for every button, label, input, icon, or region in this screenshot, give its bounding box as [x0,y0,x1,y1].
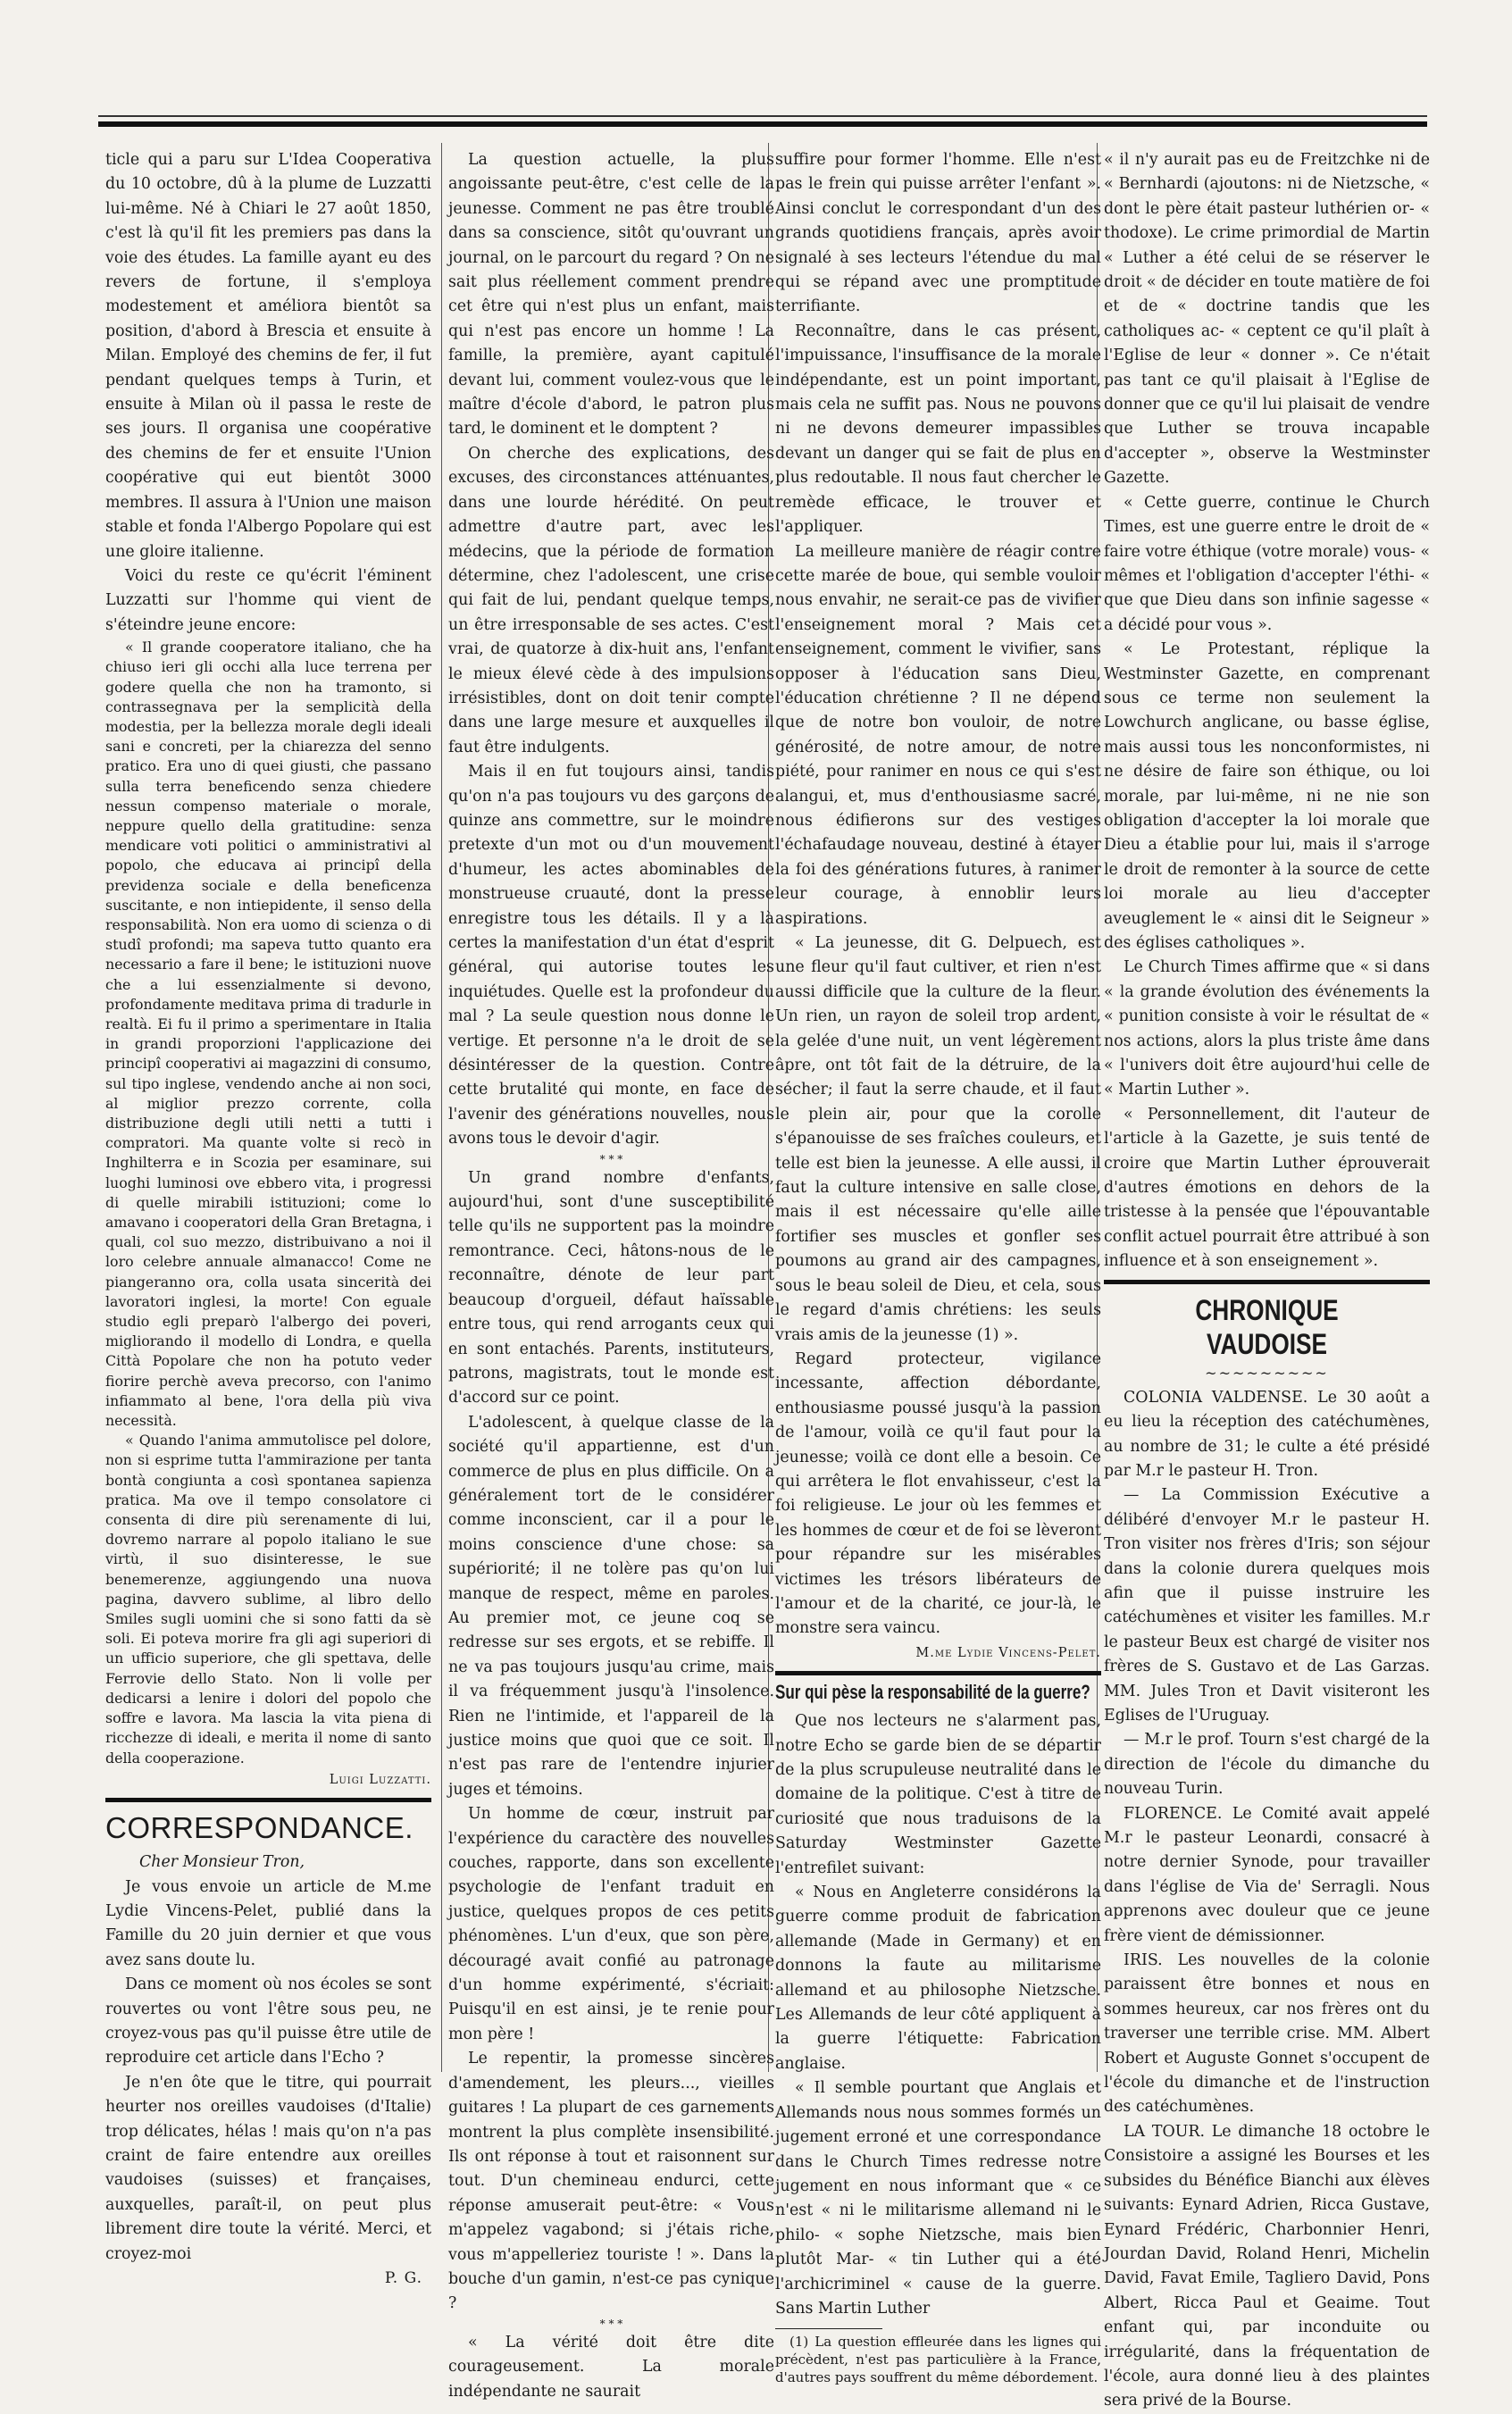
section-heading: CHRONIQUE VAUDOISE [1195,1293,1339,1360]
column-3 [775,148,1101,2386]
section-heading: CORRESPONDANCE. [105,1811,414,1845]
quote-paragraph: « Il grande cooperatore italiano, che ha chiuso ieri gli occhi alla luce terrena per godere quella che non ha tramonto, si contrassegnava per la semplicità della modestia, per la bellezza morale degli ideali sani e concreti, per la chiarezza del senno pratico. Era uno di quei giusti, che passano sulla terra beneficendo senza chiedere nessun compenso materiale o morale, neppure quello della gratitudine: senza mendicare voti politici o amministrativi al popolo, che educava ai principî della previdenza sociale e della beneficenza suscitante, e non intiepidente, il senso della responsabilità. Non era uomo di scienza o di studî profondi; ma sapeva tutto quanto era necessario a fare il bene; le istituzioni nuove che a lui essenzialmente si devono, profondamente meditava prima di tradurle in realtà. Ei fu il primo a sperimentare in Italia in grandi proporzioni l'applicazione dei principî cooperativi ai magazzini di consumo, sul tipo inglese, vendendo anche ai non soci, al miglior prezzo corrente, colla distribuzione degli utili netti a tutti i compratori. Ma quante volte si recò in Inghilterra e in Scozia per esaminare, sui luoghi luminosi ove ebbero vita, i progressi di quelle mirabili istituzioni; come lo amavano i cooperatori della Gran Bretagna, i quali, col suo mezzo, distribuivano a noi il loro celebre annuale almanacco! Come ne piangeranno ora, colla usata sincerità dei lavoratori inglesi, la morte! Con eguale studio egli preparò l'albergo dei poveri, migliorando il modello di Londra, e quella Città Popolare che non ha potuto veder fiorire perchè aveva precorso, con l'animo infiammato al bene, l'ora della più viva necessità. [105,639,431,1430]
article-paragraph: Reconnaître, dans le cas présent, l'impuissance, l'insuffisance de la morale indépendante, est un point important, mais cela ne suffit pas. Nous ne pouvons ni ne devons demeurer impassibles devant un danger qui se fait de plus en plus redoutable. Il nous faut chercher le remède efficace, le trouver et l'appliquer. [775,322,1101,537]
article-paragraph: suffire pour former l'homme. Elle n'est pas le frein qui puisse arrêter l'enfant ». Ainsi conclut le correspondant d'un des grands quotidiens français, après avoir signalé à ses lecteurs l'étendue du mal qui se répand avec une promptitude terrifiante. [775,151,1101,316]
article-paragraph: Mais il en fut toujours ainsi, tandis qu'on n'a pas toujours vu des garçons de quinze ans commettre, sur le moindre pretexte d'un mot ou d'un mouvement d'humeur, les actes abominables de monstrueuse cruauté, dont la presse enregistre tous les détails. Il y a là certes la manifestation d'un état d'esprit général, qui autorise toutes les inquiétudes. Quelle est la profondeur du mal ? La seule question nous donne le vertige. Et personne n'a le droit de se désintéresser de la question. Contre cette brutalité qui monte, en face de l'avenir des générations nouvelles, nous avons tous le devoir d'agir. [448,763,774,1149]
article-paragraph: « Le Protestant, réplique la Westminster Gazette, en comprenant sous ce terme non seulement la Lowchurch anglicane, ou basse église, mais aussi tous les nonconformistes, ni ne désire de faire son éthique, ou loi morale, par lui-même, ni ne nie son obligation d'accepter la loi morale que Dieu a établie pour lui, mais il s'arroge le droit de remonter à la source de cette loi morale au lieu d'accepter aveuglement le « ainsi dit le Seigneur » des églises catholiques ». [1104,640,1430,952]
letter-paragraph: Dans ce moment où nos écoles se sont rouvertes ou vont l'être sous peu, ne croyez-vous pas qu'il puisse être utile de reproduire cet article dans l'Echo ? [105,1975,431,2067]
article-paragraph: On cherche des explications, des excuses, des circonstances atténuantes, dans une lourde hérédité. On peut admettre d'autre part, avec les médecins, que la période de formation détermine, chez l'adolescent, une crise qui fait de lui, pendant quelque temps, un être irresponsable de ses actes. C'est vrai, de quatorze à dix-huit ans, l'enfant le mieux élevé cède à des impulsions irrésistibles, dont on doit tenir compte dans une large mesure et auxquelles il faut être indulgents. [448,444,774,756]
news-paragraph: — M.r le prof. Tourn s'est chargé de la direction de l'école du dimanche du nouveau Turin. [1104,1731,1430,1799]
news-paragraph: IRIS. Les nouvelles de la colonie paraissent être bonnes et nous en sommes heureux, car nos frères ont du traverser une terrible crise. MM. Albert Robert et Auguste Gonnet s'occupent de l'école du dimanche et de l'instruction des catéchumènes. [1104,1951,1430,2117]
article-paragraph: L'adolescent, à quelque classe de la société qu'il appartienne, est d'un commerce de plus en plus difficile. On a généralement tort de le considérer comme inconscient, car il a pour le moins conscience d'une chose: sa supériorité; il ne tolère pas qu'on lui manque de respect, même en paroles. Au premier mot, ce jeune coq se redresse sur ses ergots, et se rebiffe. Il ne va pas toujours jusqu'au crime, mais il va fréquemment jusqu'à l'insolence. Rien ne l'intimide, et l'appareil de la justice moins que quoi que ce soit. Il n'est pas rare de l'entendre injurier juges et témoins. [448,1413,774,1799]
column-2 [448,148,774,2404]
header-thick-rule [98,121,1427,127]
article-paragraph: « Cette guerre, continue le Church Times, est une guerre entre le droit de « faire votre éthique (votre morale) vous- « mêmes et l'obligation d'accepter l'éthi- « que que Dieu dans son infinie sagesse « a décidé pour vous ». [1104,493,1430,634]
article-paragraph: « Nous en Angleterre considérons la guerre comme produit de fabrication allemande (Made in Germany) et en donnons la faute au militarisme allemand et au philosophe Nietzsche. Les Allemands de leur côté appliquent à la guerre l'étiquette: Fabrication anglaise. [775,1884,1101,2073]
article-paragraph: La meilleure manière de réagir contre cette marée de boue, qui semble vouloir nous envahir, ne serait-ce pas de vivifier l'enseignement moral ? Mais cet enseignement, comment le vivifier, sans opposer à l'éducation sans Dieu, l'éducation chrétienne ? Il ne dépend que de notre bon vouloir, de notre générosité, de notre amour, de notre piété, pour ranimer en nous ce qui s'est alangui, et, mus d'enthousiasme sacré, nous édifierons sur des vestiges l'échafaudage nouveau, destiné à étayer la foi des générations futures, à ranimer leur courage, à ennoblir leurs aspirations. [775,542,1101,928]
article-paragraph: « Personnellement, dit l'auteur de l'article à la Gazette, je suis tenté de croire que Martin Luther éprouverait d'autres émotions en dehors de la tristesse à la pensée que l'épouvantable conflit actuel pourrait être attribué à son influence et à son enseignement ». [1104,1105,1430,1271]
article-paragraph: Le repentir, la promesse sincères d'amendement, les pleurs..., vieilles guitares ! La plupart de ces garnements montrent la plus complète insensibilité. Ils ont réponse à tout et raisonnent sur tout. D'un chemineau endurci, cette réponse amuserait peut-être: « Vous m'appelez vagabond; si j'étais riche, vous m'appelleriez touriste ! ». Dans la bouche d'un gamin, n'est-ce pas cynique ? [448,2050,774,2313]
article-paragraph: La question actuelle, la plus angoissante peut-être, c'est celle de la jeunesse. Comment ne pas être troublé dans sa conscience, sitôt qu'ouvrant un journal, on le parcourt du regard ? On ne sait plus réellement comment prendre cet être qui n'est plus un enfant, mais qui n'est pas encore un homme ! La famille, la première, ayant capitulé devant lui, comment voulez-vous que le maître d'école d'abord, le patron plus tard, le dominent et le domptent ? [448,151,774,439]
quote-paragraph: « Quando l'anima ammutolisce pel dolore, non si esprime tutta l'ammirazione per tanta bontà congiunta a così spontanea sapienza pratica. Ma ove il tempo consolatore ci consenta di dire più serenamente di lui, dovremo narrare al popolo italiano le sue virtù, il suo disinteresse, le sue benemerenze, aggiungendo una nuova pagina, davvero sublime, al libro dello Smiles sugli uomini che si sono fatti da sè soli. Ei poteva morire fra gli agi superiori di un ufficio superiore, che gli spettava, delle Ferrovie dello Stato. Non li volle per dedicarsi a lenire i dolori del popolo che soffre e lavora. Ma lascia la vita piena di ricchezze di ideali, e merita il nome di santo della cooperazione. [105,1432,431,1767]
column-1 [105,148,431,2291]
article-paragraph: Le Church Times affirme que « si dans « la grande évolution des événements la « punition consiste à voir le résultat de « nos actions, alors la plus triste âme dans « l'univers doit être aujourd'hui celle de « Martin Luther ». [1104,958,1430,1099]
section-rule [775,1671,1101,1675]
article-paragraph: ticle qui a paru sur L'Idea Cooperativa du 10 octobre, dû à la plume de Luzzatti lui-même. Né à Chiari le 27 août 1850, c'est là qu'il fit les premiers pas dans la voie des études. La famille ayant eu des revers de fortune, il s'employa modestement et améliora bientôt sa position, d'abord à Brescia et ensuite à Milan. Employé des chemins de fer, il fut pendant quelques temps à Turin, et ensuite à Milan où il passa le reste de ses jours. Il organisa une coopérative des chemins de fer et ensuite l'Union coopérative qui eut bientôt 3000 membres. Il assura à l'Union une maison stable et fonda l'Albergo Popolare qui est une gloire italienne. [105,151,431,561]
section-asterism: * * * [599,1152,623,1165]
section-rule [1104,1280,1430,1284]
news-paragraph: — La Commission Exécutive a délibéré d'envoyer M.r le pasteur H. Tron visiter nos frères d'Iris; son séjour dans la colonie durera quelques mois afin que il puisse instruire les catéchumènes et visiter les familles. M.r le pasteur Beux est chargé de visiter nos frères de S. Gustavo et de Las Garzas. MM. Jules Tron et Davit visiteront les Eglises de l'Uruguay. [1104,1486,1430,1725]
section-asterism: * * * [599,2317,623,2330]
heading-ornament: ~~~~~~~~~ [1205,1364,1329,1382]
letter-paragraph: Je vous envoie un article de M.me Lydie Vincens-Pelet, publié dans la Famille du 20 juin dernier et que vous avez sans doute lu. [105,1877,431,1969]
letter-paragraph: Je n'en ôte que le titre, qui pourrait heurter nos oreilles vaudoises (d'Italie) trop délicates, hélas ! mais qu'on n'a pas craint de faire entendre aux oreilles vaudoises (suisses) et françaises, auxquelles, paraît-il, on peut plus librement dire toute la vérité. Merci, et croyez-moi [105,2073,431,2263]
salutation: Cher Monsieur Tron, [139,1853,305,1872]
signature: M.me Lydie Vincens-Pelet. [915,1645,1101,1660]
article-paragraph: « La vérité doit être dite courageusement. La morale indépendante ne saurait [448,2333,774,2401]
header-thin-rule [98,115,1427,117]
signature: P. G. [384,2269,422,2288]
article-paragraph: Que nos lecteurs ne s'alarment pas, notre Echo se garde bien de se départir de la plus scrupuleuse neutralité dans le domaine de la politique. C'est à titre de curiosité que nous traduisons de la Saturday Westminster Gazette l'entrefilet suivant: [775,1712,1101,1877]
footnote: (1) La question effleurée dans les lignes qui précèdent, n'est pas particulière à la France, d'autres pays souffrent du même débordement. [775,2334,1101,2386]
article-paragraph: « Il semble pourtant que Anglais et Allemands nous nous sommes formés un jugement erroné et une correspondance dans le Church Times redresse notre jugement en nous informant que « ce n'est « ni le militarisme allemand ni le philo- « sophe Nietzsche, mais bien plutôt Mar- « tin Luther qui a été l'archicriminel « cause de la guerre. Sans Martin Luther [775,2079,1101,2318]
footnote-rule [775,2328,882,2329]
article-paragraph: « La jeunesse, dit G. Delpuech, est une fleur qu'il faut cultiver, et rien n'est aussi difficile que la culture de la fleur. Un rien, un rayon de soleil trop ardent, la gelée d'une nuit, un vent légèrement âpre, ont tôt fait de la détruire, de la sécher; il faut la serre chaude, et il faut le plein air, pour que la corolle s'épanouisse de ses fraîches couleurs, et telle est bien la jeunesse. A elle aussi, il faut la culture intensive en salle close, mais il est nécessaire qu'elle aille fortifier ses muscles et gonfler ses poumons au grand air des campagnes, sous le beau soleil de Dieu, et cela, sous le regard d'amis chrétiens: les seuls vrais amis de la jeunesse (1) ». [775,934,1101,1344]
news-paragraph: FLORENCE. Le Comité avait appelé M.r le pasteur Leonardi, consacré à notre dernier Synode, pour travailler dans l'église de Via de' Serragli. Nous apprenons avec douleur que ce jeune frère vient de démissionner. [1104,1804,1430,1945]
column-4 [1104,148,1430,2414]
column-divider [441,143,442,2072]
article-paragraph: « il n'y aurait pas eu de Freitzchke ni de « Bernhardi (ajoutons: ni de Nietzsche, « dont le père était pasteur luthérien or- « thodoxe). Le crime primordial de Martin « Luther a été celui de se réserver le droit « de décider en toute matière de foi et de « doctrine tandis que les catholiques ac- « ceptent ce qu'il plaît à l'Eglise de leur « donner ». Ce n'était pas tant ce qu'il plaisait à l'Eglise de donner que ce qu'il lui plaisait de vendre que Luther se trouva incapable d'accepter », observe la Westminster Gazette. [1104,151,1430,488]
section-rule [105,1798,431,1802]
signature: Luigi Luzzatti. [329,1772,431,1787]
section-heading: Sur qui pèse la responsabilité de la guerre? [775,1681,1090,1704]
news-paragraph: COLONIA VALDENSE. Le 30 août a eu lieu la réception des catéchumènes, au nombre de 31; le culte a été présidé par M.r le pasteur H. Tron. [1104,1388,1430,1480]
article-paragraph: Voici du reste ce qu'écrit l'éminent Luzzatti sur l'homme qui vient de s'éteindre jeune encore: [105,566,431,634]
article-paragraph: Regard protecteur, vigilance incessante, affection débordante, enthousiasme poussé jusqu'à la passion de l'amour, voilà ce qu'il faut pour la jeunesse; voilà ce dont elle a besoin. Ce qui arrêtera le flot envahisseur, c'est la foi religieuse. Le jour où les femmes et les hommes de cœur et de foi se lèveront pour répandre sur les misérables victimes les trésors libérateurs de l'amour et de la charité, ce jour-là, le monstre sera vaincu. [775,1349,1101,1638]
article-paragraph: Un homme de cœur, instruit par l'expérience du caractère des nouvelles couches, rapporte, dans son excellente psychologie de l'enfant traduit en justice, quelques propos de ces petits phénomènes. L'un d'eux, que son père, découragé avait confié au patronage d'un homme expérimenté, s'écriait: Puisqu'il en est ainsi, je te renie pour mon père ! [448,1805,774,2043]
news-paragraph: LA TOUR. Le dimanche 18 octobre le Consistoire a assigné les Bourses et les subsides du Bénéfice Bianchi aux élèves suivants: Eynard Adrien, Ricca Gustave, Eynard Frédéric, Charbonnier Henri, Jourdan David, Roland Henri, Michelin David, Favat Emile, Tagliero David, Pons Albert, Ricca Paul et Geaime. Tout enfant qui, par inconduite ou irrégularité, dans la fréquentation de l'école, aura donné lieu à des plaintes sera privé de la Bourse. [1104,2122,1430,2410]
article-paragraph: Un grand nombre d'enfants, aujourd'hui, sont d'une susceptibilité telle qu'ils ne supportent pas la moindre remontrance. Ceci, hâtons-nous de le reconnaître, dénote de leur part beaucoup d'orgueil, défaut haïssable entre tous, qui rend arrogants ceux qui en sont entachés. Parents, instituteurs, patrons, magistrats, tout le monde est d'accord sur ce point. [448,1168,774,1407]
